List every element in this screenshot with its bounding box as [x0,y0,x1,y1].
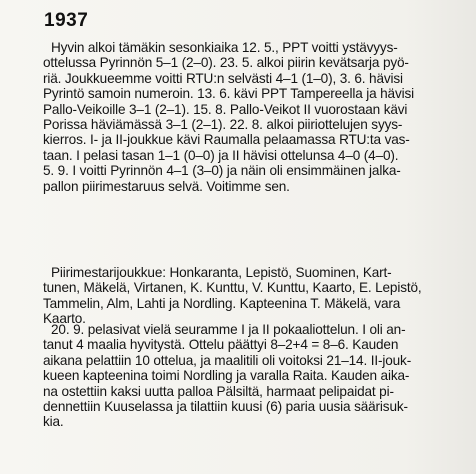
text-line: tunen, Mäkelä, Virtanen, K. Kunttu, V. Kunttu, Kaarto, E. Lepistö, [43,280,422,296]
text-line: taan. I pelasi tasan 1–1 (0–0) ja II hävisi ottelunsa 4–0 (4–0). [43,147,399,163]
text-line: tanut 4 maalia hyvitystä. Ottelu päättyi 8–2+4 = 8–6. Kauden [43,337,399,353]
text-line: 5. 9. I voitti Pyrinnön 4–1 (3–0) ja näin oli ensimmäinen jalka- [43,163,401,179]
paragraph-season-summary [43,40,414,194]
text-line: pallon piirimestaruus selvä. Voitimme sen. [43,178,290,194]
text-line: Hyvin alkoi tämäkin sesonkiaika 12. 5., PPT voitti ystävyys- [51,40,398,55]
text-line: na ostettiin kaksi uutta palloa Pälsiltä, harmaat pelipaidat pi- [43,383,394,399]
text-line: kueen kapteenina toimi Nordling ja varalla Raita. Kauden aika- [43,368,410,384]
text-line: aikana pelattiin 10 ottelua, ja maalitili oli voitoksi 21–14. II-jouk- [43,352,412,368]
text-line: Porissa häviämässä 3–1 (2–1). 22. 8. alkoi piiriottelujen syys- [43,116,403,132]
text-line: kierros. I- ja II-joukkue kävi Raumalla pelaamassa RTU:ta vas- [43,132,410,148]
text-line: dennettiin Kuuselassa ja tilattiin kuusi (6) paria uusia säärisuk- [43,398,408,414]
paragraph-cup-match [43,322,411,430]
text-line: ottelussa Pyrinnön 5–1 (2–0). 23. 5. alkoi piirin kevätsarja pyö- [43,55,409,71]
text-line: Pallo-Veikoille 3–1 (2–1). 15. 8. Pallo-Veikot II vuorostaan kävi [43,101,408,117]
text-line: riä. Joukkueemme voitti RTU:n selvästi 4–1 (1–0), 3. 6. hävisi [43,70,403,86]
text-line: Tammelin, Alm, Lahti ja Nordling. Kapteenina T. Mäkelä, vara [43,295,401,311]
text-line: Pyrintö samoin numeroin. 13. 6. kävi PPT Tampereella ja hävisi [43,86,415,102]
text-line: 20. 9. pelasivat vielä seuramme I ja II pokaaliottelun. I oli an- [51,322,406,337]
text-line: Kaarto. [43,311,86,327]
text-line: kia. [43,414,64,430]
year-heading: 1937 [44,10,89,31]
paragraph-champion-team [43,265,422,327]
text-line: Piirimestarijoukkue: Honkaranta, Lepistö, Suominen, Kart- [51,265,392,280]
